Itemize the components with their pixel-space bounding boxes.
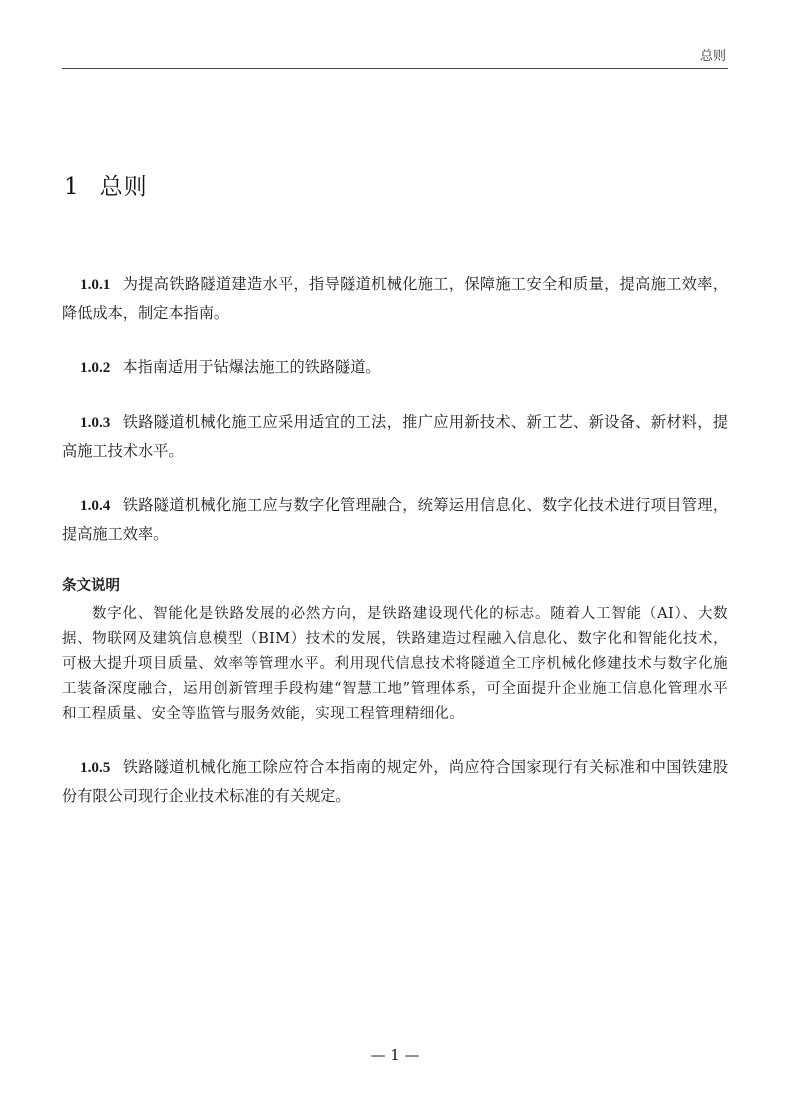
header-rule — [62, 68, 728, 69]
clause-number: 1.0.2 — [80, 359, 111, 376]
running-header: 总则 — [699, 49, 726, 64]
clause-text: 为提高铁路隧道建造水平，指导隧道机械化施工，保障施工安全和质量，提高施工效率，降低成本，制定本指南。 — [62, 275, 728, 322]
clause-text: 本指南适用于钻爆法施工的铁路隧道。 — [122, 358, 381, 376]
explanation-title: 条文说明 — [62, 578, 120, 594]
clause-1-0-1 — [62, 270, 728, 327]
clause-1-0-2 — [62, 353, 728, 382]
clause-text: 铁路隧道机械化施工应与数字化管理融合，统筹运用信息化、数字化技术进行项目管理，提高施工效率。 — [62, 496, 728, 543]
clause-1-0-4 — [62, 491, 728, 548]
explanation-text: 数字化、智能化是铁路发展的必然方向，是铁路建设现代化的标志。随着人工智能（AI）、大数据、物联网及建筑信息模型（BIM）技术的发展，铁路建造过程融入信息化、数字化和智能化技术，可极大提升项目质量、效率等管理水平。利用现代信息技术将隧道全工序机械化修建技术与数字化施工装备深度融合，运用创新管理手段构建“智慧工地”管理体系，可全面提升企业施工信息化管理水平和工程质量、安全等监管与服务效能，实现工程管理精细化。 — [62, 606, 728, 722]
clause-text: 铁路隧道机械化施工应采用适宜的工法，推广应用新技术、新工艺、新设备、新材料，提高施工技术水平。 — [62, 413, 728, 460]
clause-text: 铁路隧道机械化施工除应符合本指南的规定外，尚应符合国家现行有关标准和中国铁建股份有限公司现行企业技术标准的有关规定。 — [62, 758, 728, 805]
clause-number: 1.0.4 — [80, 497, 111, 514]
page-number: — 1 — — [370, 1046, 420, 1064]
clause-number: 1.0.3 — [80, 414, 111, 431]
clause-explanation — [62, 574, 728, 727]
document-body — [62, 270, 728, 836]
chapter-number: 1 — [64, 174, 80, 200]
chapter-title-text: 总则 — [99, 174, 148, 200]
clause-number: 1.0.5 — [80, 759, 111, 776]
clause-number: 1.0.1 — [80, 276, 111, 293]
clause-1-0-3 — [62, 408, 728, 465]
clause-1-0-5 — [62, 753, 728, 810]
chapter-title — [64, 168, 148, 201]
